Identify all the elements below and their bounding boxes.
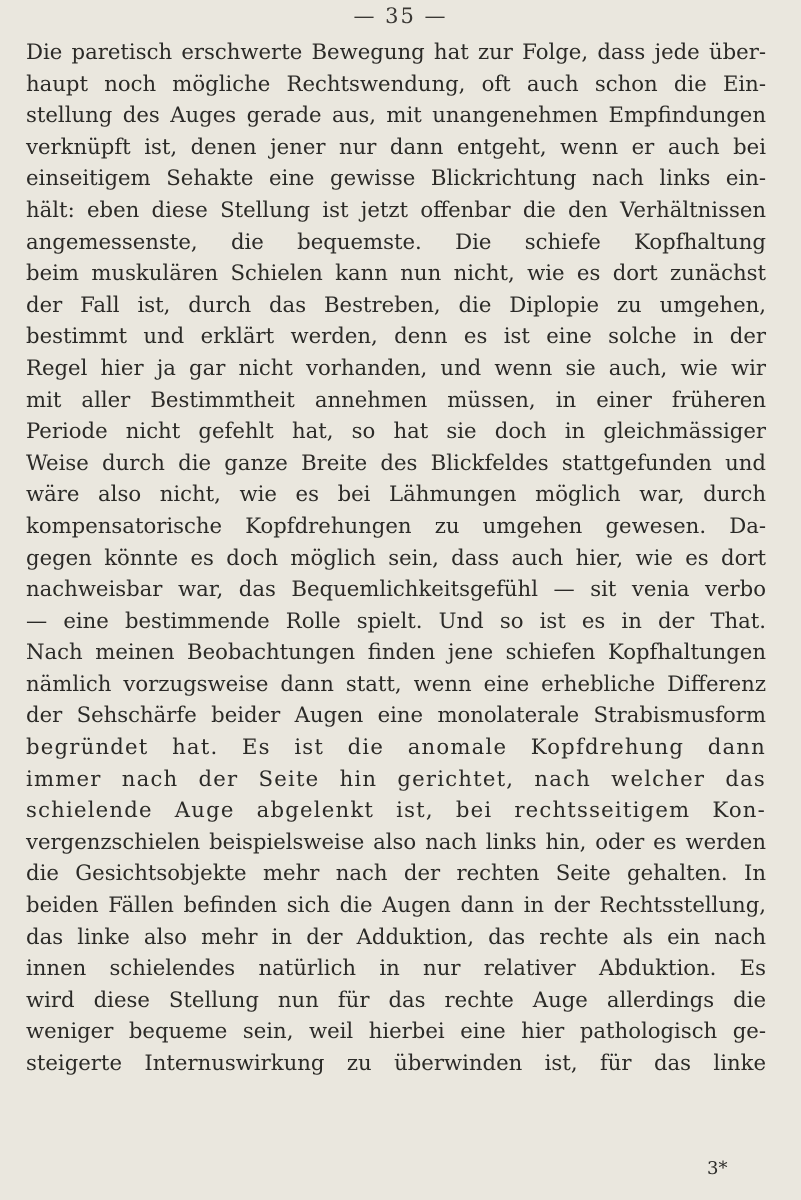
text-line: mit aller Bestimmtheit annehmen müssen, in einer früheren: [26, 386, 766, 412]
text-line: beiden Fällen befinden sich die Augen dann in der Rechtsstellung,: [26, 892, 766, 918]
text-line: gegen könnte es doch möglich sein, dass auch hier, wie es dort: [26, 544, 766, 570]
text-line: Nach meinen Beobachtungen finden jene schiefen Kopfhaltungen: [26, 639, 766, 665]
signature-mark: 3*: [707, 1158, 728, 1179]
text-line: die Gesichtsobjekte mehr nach der rechten Seite gehalten. In: [26, 860, 766, 886]
text-line: bestimmt und erklärt werden, denn es ist eine solche in der: [26, 323, 766, 349]
text-line: Periode nicht gefehlt hat, so hat sie doch in gleichmässiger: [26, 418, 766, 444]
text-line: haupt noch mögliche Rechtswendung, oft auch schon die Ein-: [26, 70, 766, 96]
text-line: verknüpft ist, denen jener nur dann entgeht, wenn er auch bei: [26, 133, 766, 159]
text-line: stellung des Auges gerade aus, mit unangenehmen Empfindungen: [26, 102, 766, 128]
text-line: immer nach der Seite hin gerichtet, nach welcher das: [26, 765, 766, 791]
text-line: einseitigem Sehakte eine gewisse Blickrichtung nach links ein-: [26, 165, 766, 191]
text-line: wäre also nicht, wie es bei Lähmungen möglich war, durch: [26, 481, 766, 507]
body-text: [26, 36, 766, 1079]
text-line: Regel hier ja gar nicht vorhanden, und wenn sie auch, wie wir: [26, 354, 766, 380]
text-line: das linke also mehr in der Adduktion, das rechte als ein nach: [26, 923, 766, 949]
text-line: innen schielendes natürlich in nur relativer Abduktion. Es: [26, 955, 766, 981]
text-line: — eine bestimmende Rolle spielt. Und so ist es in der That.: [26, 607, 766, 633]
text-line: der Sehschärfe beider Augen eine monolaterale Strabismusform: [26, 702, 766, 728]
text-line: nämlich vorzugsweise dann statt, wenn eine erhebliche Differenz: [26, 670, 766, 696]
page-number: — 35 —: [353, 4, 448, 28]
text-line: hält: eben diese Stellung ist jetzt offenbar die den Verhältnissen: [26, 196, 766, 222]
text-line: nachweisbar war, das Bequemlichkeitsgefühl — sit venia verbo: [26, 576, 766, 602]
text-line: kompensatorische Kopfdrehungen zu umgehen gewesen. Da-: [26, 512, 766, 538]
text-line: Die paretisch erschwerte Bewegung hat zur Folge, dass jede über-: [26, 39, 766, 64]
text-line: Weise durch die ganze Breite des Blickfeldes stattgefunden und: [26, 449, 766, 475]
text-line: begründet hat. Es ist die anomale Kopfdrehung dann: [26, 734, 766, 760]
text-line: der Fall ist, durch das Bestreben, die Diplopie zu umgehen,: [26, 291, 766, 317]
text-line: angemessenste, die bequemste. Die schiefe Kopfhaltung: [26, 228, 766, 254]
text-line: wird diese Stellung nun für das rechte Auge allerdings die: [26, 986, 766, 1012]
text-line: beim muskulären Schielen kann nun nicht, wie es dort zunächst: [26, 260, 766, 286]
text-line: weniger bequeme sein, weil hierbei eine hier pathologisch ge-: [26, 1018, 766, 1044]
text-line: vergenzschielen beispielsweise also nach links hin, oder es werden: [26, 828, 766, 854]
text-line: schielende Auge abgelenkt ist, bei rechtsseitigem Kon-: [26, 797, 766, 823]
text-line: steigerte Internuswirkung zu überwinden ist, für das linke: [26, 1050, 766, 1075]
